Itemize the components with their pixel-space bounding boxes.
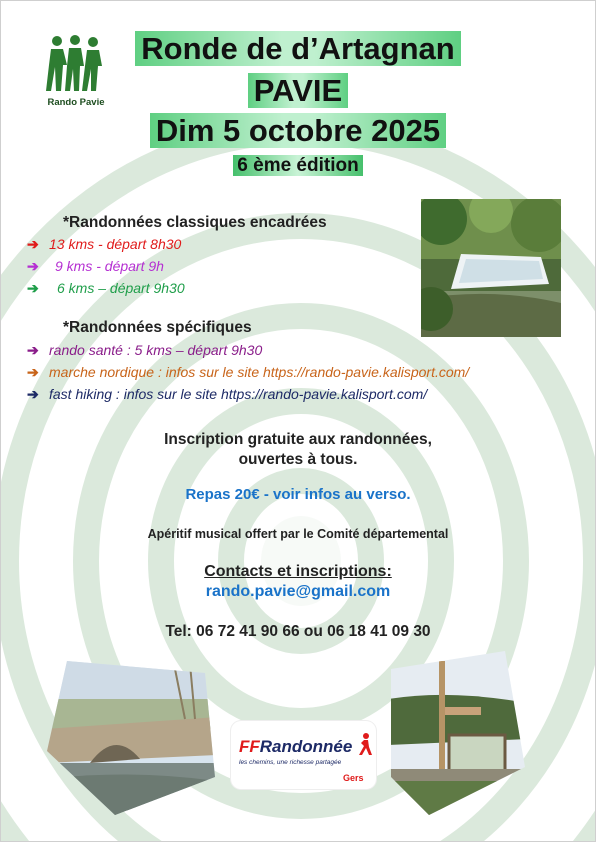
classic-heading: *Randonnées classiques encadrées [63,214,327,231]
title-edition: 6 ème édition [233,155,362,176]
classic-item-1: ➔ 13 kms - départ 8h30 [27,236,182,252]
ffr-region: Gers [343,773,364,783]
ffr-brand-name: Randonnée [259,737,353,756]
title-line-1: Ronde de d’Artagnan [135,31,460,66]
telephone-info: Tel: 06 72 41 90 66 ou 06 18 41 09 30 [165,623,431,640]
ffr-tagline: les chemins, une richesse partagée [239,759,342,766]
arrow-right-icon: ➔ [27,364,39,380]
arrow-right-icon: ➔ [27,342,39,358]
classic-item-3: ➔ 6 kms – départ 9h30 [27,280,185,296]
walker-icon [357,733,373,757]
repas-info: Repas 20€ - voir infos au verso. [185,486,411,503]
contacts-label: Contacts et inscriptions: [204,563,392,580]
arrow-right-icon: ➔ [27,386,39,402]
title-date: Dim 5 octobre 2025 [150,113,446,148]
classic-item-2: ➔ 9 kms - départ 9h [27,258,164,274]
arrow-right-icon: ➔ [27,280,39,296]
specific-heading: *Randonnées spécifiques [63,319,252,336]
arrow-right-icon: ➔ [27,236,39,252]
ffrandonnee-logo [231,721,376,789]
arrow-right-icon: ➔ [27,258,39,274]
signpost-photo [389,649,527,817]
title-line-2: PAVIE [248,73,348,108]
inscription-line-2: ouvertes à tous. [238,451,358,468]
waterfall-photo [421,199,561,337]
specific-item-2: ➔ marche nordique : infos sur le site https://rando-pavie.kalisport.com/ [27,364,470,380]
specific-item-3: ➔ fast hiking : infos sur le site https://rando-pavie.kalisport.com/ [27,386,428,402]
specific-item-1: ➔ rando santé : 5 kms – départ 9h30 [27,342,263,358]
contact-email[interactable]: rando.pavie@gmail.com [205,583,391,600]
ffr-brand-ff: FF [239,737,260,756]
aperitif-info: Apéritif musical offert par le Comité départemental [147,527,449,541]
bridge-photo [45,659,217,817]
inscription-line-1: Inscription gratuite aux randonnées, [164,431,432,448]
logo-caption: Rando Pavie [47,97,105,108]
